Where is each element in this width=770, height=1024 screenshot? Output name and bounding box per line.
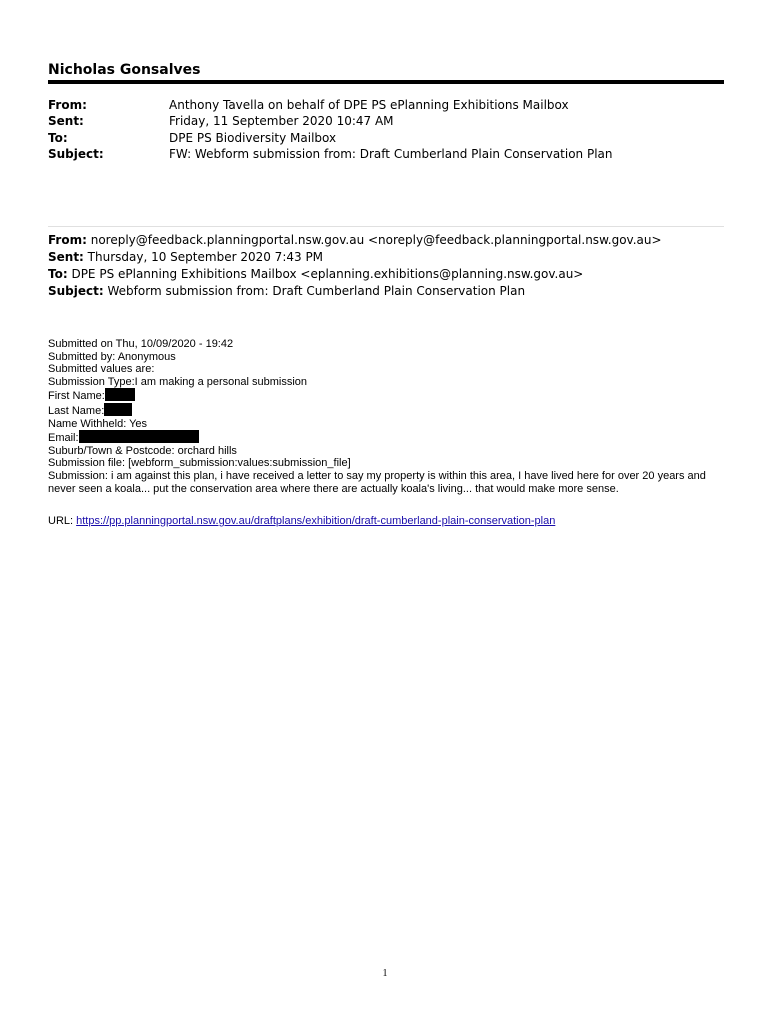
subject-value: FW: Webform submission from: Draft Cumberland Plain Conservation Plan [169,146,613,161]
from-value: Anthony Tavella on behalf of DPE PS ePlanning Exhibitions Mailbox [169,98,569,112]
values-intro: Submitted values are: [48,363,155,376]
to-label: To: [48,130,68,145]
first-name-row [48,388,728,403]
submission-text: Submission: i am against this plan, i have received a letter to say my property is within this area, I have lived here for over 20 years and never seen a koala... put the conservation area where there are actually koala's living... that would make more sense. [48,469,706,495]
fwd-to-label: To: [48,267,68,281]
suburb: Suburb/Town & Postcode: orchard hills [48,444,237,457]
fwd-sent-row [48,249,662,266]
submission-file: Submission file: [webform_submission:values:submission_file] [48,457,351,470]
fwd-subject-value: Webform submission from: Draft Cumberland Plain Conservation Plan [103,284,526,298]
sent-row [48,113,613,129]
subject-label: Subject: [48,146,104,161]
from-label: From: [48,98,87,112]
fwd-to-row [48,266,662,283]
sent-value: Friday, 11 September 2020 10:47 AM [169,114,394,129]
email-row [48,430,728,445]
fwd-to-value: DPE PS ePlanning Exhibitions Mailbox <eplanning.exhibitions@planning.nsw.gov.au> [67,267,584,281]
name-withheld: Name Withheld: Yes [48,417,148,430]
first-name-redaction [105,388,135,401]
mailbox-owner-name: Nicholas Gonsalves [48,62,201,78]
email-redaction [79,430,199,443]
fwd-subject-label: Subject: [48,284,104,298]
submitted-by: Submitted by: Anonymous [48,350,176,363]
fwd-sent-label: Sent: [48,250,84,264]
to-value: DPE PS Biodiversity Mailbox [169,130,337,145]
page-number: 1 [382,968,388,979]
from-row [48,97,613,113]
fwd-subject-row [48,283,662,300]
original-message-header [48,97,613,162]
sent-label: Sent: [48,114,84,129]
url-label: URL: [48,515,77,527]
submitted-on: Submitted on Thu, 10/09/2020 - 19:42 [48,338,234,350]
forward-divider [48,226,724,227]
first-name-label: First Name: [48,390,105,403]
fwd-sent-value: Thursday, 10 September 2020 7:43 PM [83,250,324,264]
last-name-row [48,403,728,418]
submission-type: Submission Type:I am making a personal submission [48,375,308,388]
to-row [48,130,613,146]
header-divider [48,80,724,84]
fwd-from-row [48,232,662,249]
exhibition-link[interactable]: https://pp.planningportal.nsw.gov.au/draftplans/exhibition/draft-cumberland-plain-conservation-plan [76,515,556,527]
forwarded-message-header [48,232,662,300]
url-row [48,515,555,527]
fwd-from-label: From: [48,233,87,247]
subject-row [48,146,613,162]
last-name-redaction [104,403,132,416]
submission-body [48,338,728,495]
email-label: Email: [48,432,79,445]
last-name-label: Last Name: [48,404,105,417]
fwd-from-value: noreply@feedback.planningportal.nsw.gov.au <noreply@feedback.planningportal.nsw.gov.au> [86,233,662,247]
